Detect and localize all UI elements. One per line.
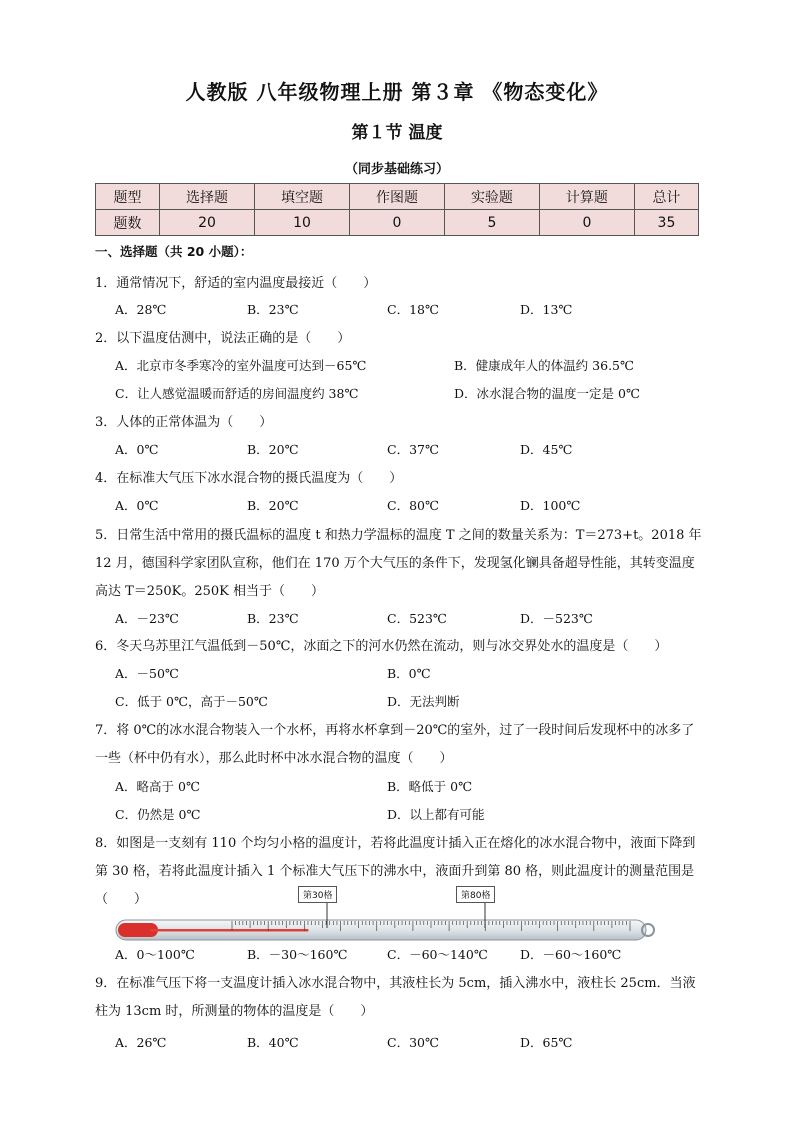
table-cell: 35 xyxy=(634,210,698,236)
q4-option-c: C．80℃ xyxy=(387,498,439,513)
q5-option-c: C．523℃ xyxy=(387,611,447,626)
q4-option-a: A．0℃ xyxy=(115,498,159,513)
liquid-column xyxy=(150,929,308,932)
table-row xyxy=(96,184,699,210)
q1-option-b: B．23℃ xyxy=(247,302,299,317)
question-3: 3．人体的正常体温为（ ） xyxy=(95,415,273,430)
question-8: 8．如图是一支刻有 110 个均匀小格的温度计，若将此温度计插入正在熔化的冰水混合物中，液面下降到第 30 格，若将此温度计插入 1 个标准大气压下的沸水中，液面升到第 80 格，则此温度计的测量范围是（ ） xyxy=(95,836,696,907)
q1-option-c: C．18℃ xyxy=(387,302,439,317)
q2-option-d: D．冰水混合物的温度一定是 0℃ xyxy=(454,386,640,401)
table-cell: 20 xyxy=(160,210,255,236)
q7-option-a: A．略高于 0℃ xyxy=(115,779,200,794)
table-cell: 选择题 xyxy=(160,184,255,210)
q6-option-b: B．0℃ xyxy=(387,666,431,681)
q7-option-c: C．仍然是 0℃ xyxy=(115,807,201,822)
q7-option-d: D．以上都有可能 xyxy=(387,807,485,822)
table-cell: 填空题 xyxy=(255,184,350,210)
q9-option-b: B．40℃ xyxy=(247,1035,299,1050)
q8-option-b: B．－30～160℃ xyxy=(247,947,348,962)
q3-option-d: D．45℃ xyxy=(520,442,573,457)
tag-30: 第30格 xyxy=(298,886,337,903)
table-row xyxy=(96,210,699,236)
q8-option-c: C．－60～140℃ xyxy=(387,947,488,962)
q2-option-b: B．健康成年人的体温约 36.5℃ xyxy=(454,358,634,373)
q9-option-c: C．30℃ xyxy=(387,1035,439,1050)
q3-option-c: C．37℃ xyxy=(387,442,439,457)
q2-option-a: A．北京市冬季寒冷的室外温度可达到－65℃ xyxy=(115,358,367,373)
table-cell: 10 xyxy=(255,210,350,236)
document-title: 人教版 八年级物理上册 第３章 《物态变化》 xyxy=(185,80,609,104)
table-cell: 计算题 xyxy=(539,184,634,210)
q4-option-b: B．20℃ xyxy=(247,498,299,513)
section-subtitle: 第１节 温度 xyxy=(351,123,443,143)
question-2: 2．以下温度估测中，说法正确的是（ ） xyxy=(95,331,351,346)
q2-option-c: C．让人感觉温暖而舒适的房间温度约 38℃ xyxy=(115,386,359,401)
q6-option-a: A．－50℃ xyxy=(115,666,179,681)
q3-option-b: B．20℃ xyxy=(247,442,299,457)
q7-option-b: B．略低于 0℃ xyxy=(387,779,473,794)
q5-option-a: A．－23℃ xyxy=(115,611,179,626)
q6-option-d: D．无法判断 xyxy=(387,694,460,709)
tag-80: 第80格 xyxy=(456,886,495,903)
q1-option-a: A．28℃ xyxy=(115,302,167,317)
table-cell: 0 xyxy=(349,210,444,236)
q4-option-d: D．100℃ xyxy=(520,498,581,513)
q6-option-c: C．低于 0℃，高于－50℃ xyxy=(115,694,268,709)
section-heading: 一、选择题（共 20 小题）： xyxy=(95,244,253,259)
q1-option-d: D．13℃ xyxy=(520,302,573,317)
question-7: 7．将 0℃的冰水混合物装入一个水杯，再将水杯拿到－20℃的室外，过了一段时间后发现杯中的冰多了一些（杯中仍有水），那么此时杯中冰水混合物的温度（ ） xyxy=(95,723,695,766)
table-cell: 题数 xyxy=(96,210,160,236)
table-cell: 总计 xyxy=(634,184,698,210)
question-summary-table xyxy=(95,183,699,236)
practice-label: （同步基础练习） xyxy=(344,162,449,177)
q3-option-a: A．0℃ xyxy=(115,442,159,457)
question-6: 6．冬天乌苏里江气温低到－50℃，冰面之下的河水仍然在流动，则与冰交界处水的温度是（ ） xyxy=(95,639,668,654)
table-cell: 5 xyxy=(444,210,539,236)
table-cell: 实验题 xyxy=(444,184,539,210)
table-cell: 0 xyxy=(539,210,634,236)
q8-option-d: D．－60～160℃ xyxy=(520,947,622,962)
thermometer-figure xyxy=(110,886,660,946)
q9-option-a: A．26℃ xyxy=(115,1035,167,1050)
q5-option-b: B．23℃ xyxy=(247,611,299,626)
table-cell: 作图题 xyxy=(349,184,444,210)
q8-option-a: A．0～100℃ xyxy=(115,947,195,962)
question-4: 4．在标准大气压下冰水混合物的摄氏温度为（ ） xyxy=(95,471,403,486)
table-cell: 题型 xyxy=(96,184,160,210)
thermometer-graphic xyxy=(110,886,660,946)
q5-option-d: D．－523℃ xyxy=(520,611,593,626)
question-5: 5．日常生活中常用的摄氏温标的温度 t 和热力学温标的温度 T 之间的数量关系为：T＝273+t。2018 年 12 月，德国科学家团队宣称，他们在 170 万个大气压的条件下，发现氢化镧具备超导性能，其转变温度高达 T＝250K。250K 相当于（ ） xyxy=(95,528,702,599)
q9-option-d: D．65℃ xyxy=(520,1035,573,1050)
question-1: 1．通常情况下，舒适的室内温度最接近（ ） xyxy=(95,276,377,291)
question-9: 9．在标准气压下将一支温度计插入冰水混合物中，其液柱长为 5cm，插入沸水中，液柱长 25cm．当液柱为 13cm 时，所测量的物体的温度是（ ） xyxy=(95,976,696,1019)
